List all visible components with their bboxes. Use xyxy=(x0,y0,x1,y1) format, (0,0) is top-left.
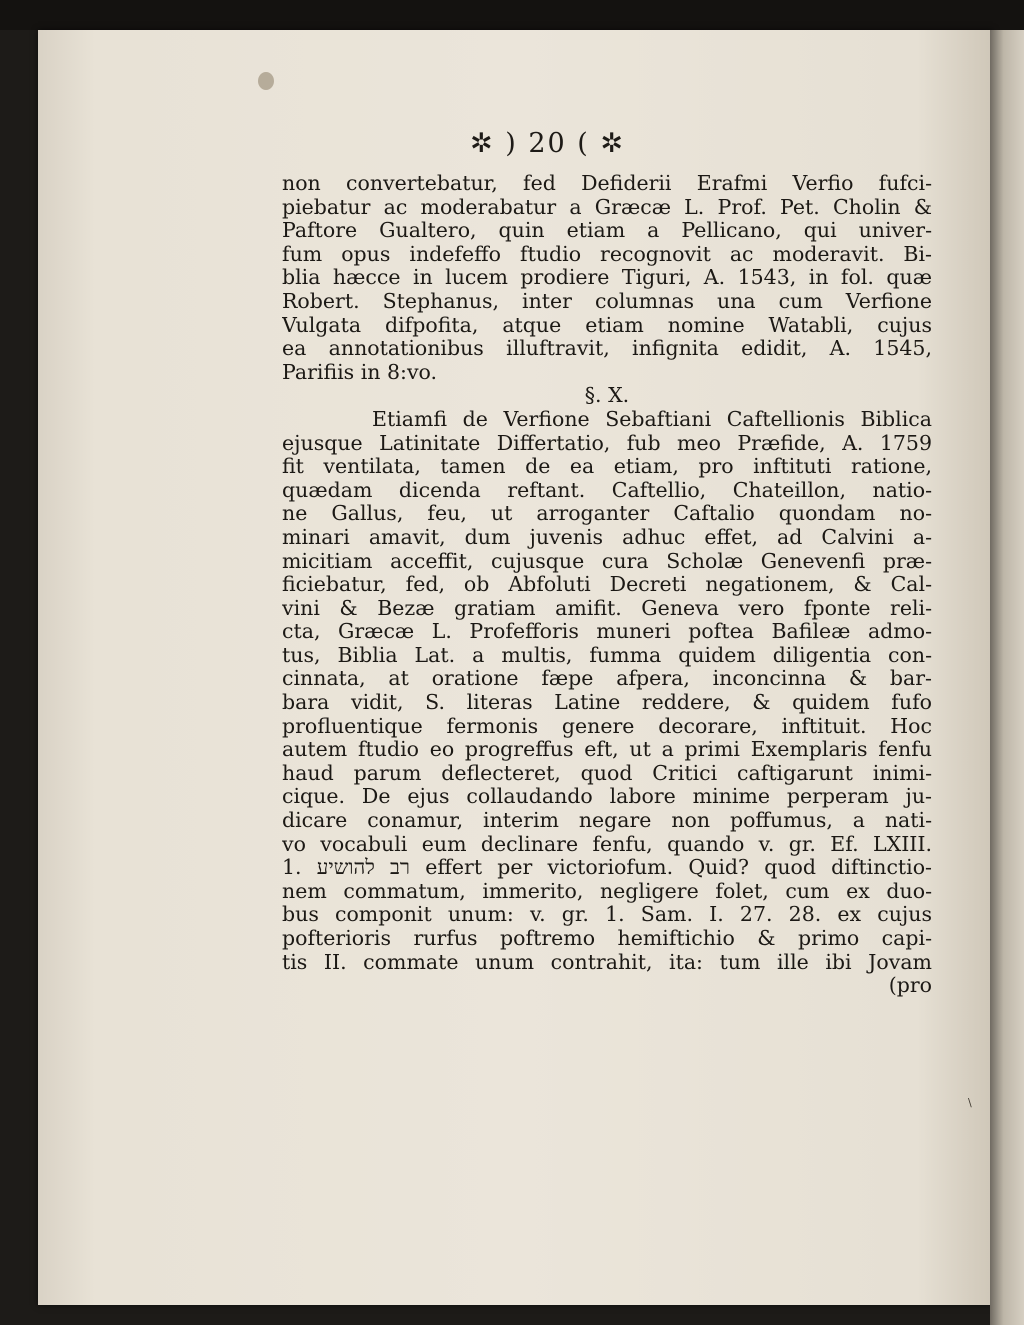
text-line: ficiebatur, fed, ob Abfoluti Decreti negationem, & Cal- xyxy=(282,573,932,597)
text-line: Parifiis in 8:vo. xyxy=(282,360,438,384)
text-line: blia hæcce in lucem prodiere Tiguri, A. 1543, in fol. quæ xyxy=(282,266,932,290)
text-line: cique. De ejus collaudando labore minime perperam ju- xyxy=(282,785,932,809)
text-line: non convertebatur, fed Defiderii Erafmi Verfio fufci- xyxy=(282,172,932,195)
text-line: ne Gallus, feu, ut arroganter Caftalio quondam no- xyxy=(282,502,932,526)
text-line: piebatur ac moderabatur a Græcæ L. Prof. Pet. Cholin & xyxy=(282,195,932,219)
text-line: bus componit unum: v. gr. 1. Sam. I. 27. 28. ex cujus xyxy=(282,903,932,927)
text-line: Vulgata difpofita, atque etiam nomine Watabli, cujus xyxy=(282,313,932,337)
text-line: dicare conamur, interim negare non poffumus, a nati- xyxy=(282,809,932,833)
page-header: ✲ ) 20 ( ✲ xyxy=(470,128,625,159)
text-line: autem ftudio eo progreffus eft, ut a primi Exemplaris fenfu xyxy=(282,738,932,762)
paper-stain xyxy=(258,72,274,90)
facing-page-edge xyxy=(990,30,1024,1325)
text-line: cinnata, at oratione fæpe afpera, inconcinna & bar- xyxy=(282,667,932,691)
text-line: Robert. Stephanus, inter columnas una cum Verfione xyxy=(282,289,932,313)
text-line: profluentique fermonis genere decorare, inftituit. Hoc xyxy=(282,714,932,738)
text-line: haud parum deflecteret, quod Critici caftigarunt inimi- xyxy=(282,761,932,785)
text-line: micitiam acceffit, cujusque cura Scholæ Genevenfi præ- xyxy=(282,549,932,573)
text-line: ejusque Latinitate Differtatio, fub meo Præfide, A. 1759 xyxy=(282,431,932,455)
text-line: minari amavit, dum juvenis adhuc effet, ad Calvini a- xyxy=(282,525,932,549)
text-line: nem commatum, immerito, negligere folet, cum ex duo- xyxy=(282,879,932,903)
text-line: Etiamfi de Verfione Sebaftiani Caftellionis Biblica xyxy=(372,407,932,431)
text-line: fum opus indefeffo ftudio recognovit ac moderavit. Bi- xyxy=(282,242,932,266)
text-line: tis II. commate unum contrahit, ita: tum ille ibi Jovam xyxy=(282,950,932,974)
text-line: pofterioris rurfus poftremo hemiftichio & primo capi- xyxy=(282,927,932,950)
text-line: fit ventilata, tamen de ea etiam, pro inftituti ratione, xyxy=(282,455,932,479)
text-line: vini & Bezæ gratiam amifit. Geneva vero fponte reli- xyxy=(282,596,932,620)
text-line: Paftore Gualtero, quin etiam a Pellicano, qui univer- xyxy=(282,219,932,243)
text-line: ea annotationibus illuftravit, infignita edidit, A. 1545, xyxy=(282,337,932,361)
section-heading: §. X. xyxy=(584,384,630,408)
text-line: vo vocabuli eum declinare fenfu, quando v. gr. Ef. LXIII. xyxy=(282,832,932,856)
text-line: 1. רב להושיע effert per victoriofum. Quid? quod diftinctio- xyxy=(282,856,932,880)
body-text xyxy=(282,172,932,998)
text-line: bara vidit, S. literas Latine reddere, & quidem fufo xyxy=(282,691,932,715)
text-line: tus, Biblia Lat. a multis, fumma quidem diligentia con- xyxy=(282,643,932,667)
scan-top-border xyxy=(0,0,1024,30)
catchword: (pro xyxy=(888,974,932,998)
text-line: quædam dicenda reftant. Caftellio, Chateillon, natio- xyxy=(282,478,932,502)
margin-mark: \ xyxy=(968,1096,972,1109)
text-line: cta, Græcæ L. Profefforis muneri poftea Bafileæ admo- xyxy=(282,620,932,644)
